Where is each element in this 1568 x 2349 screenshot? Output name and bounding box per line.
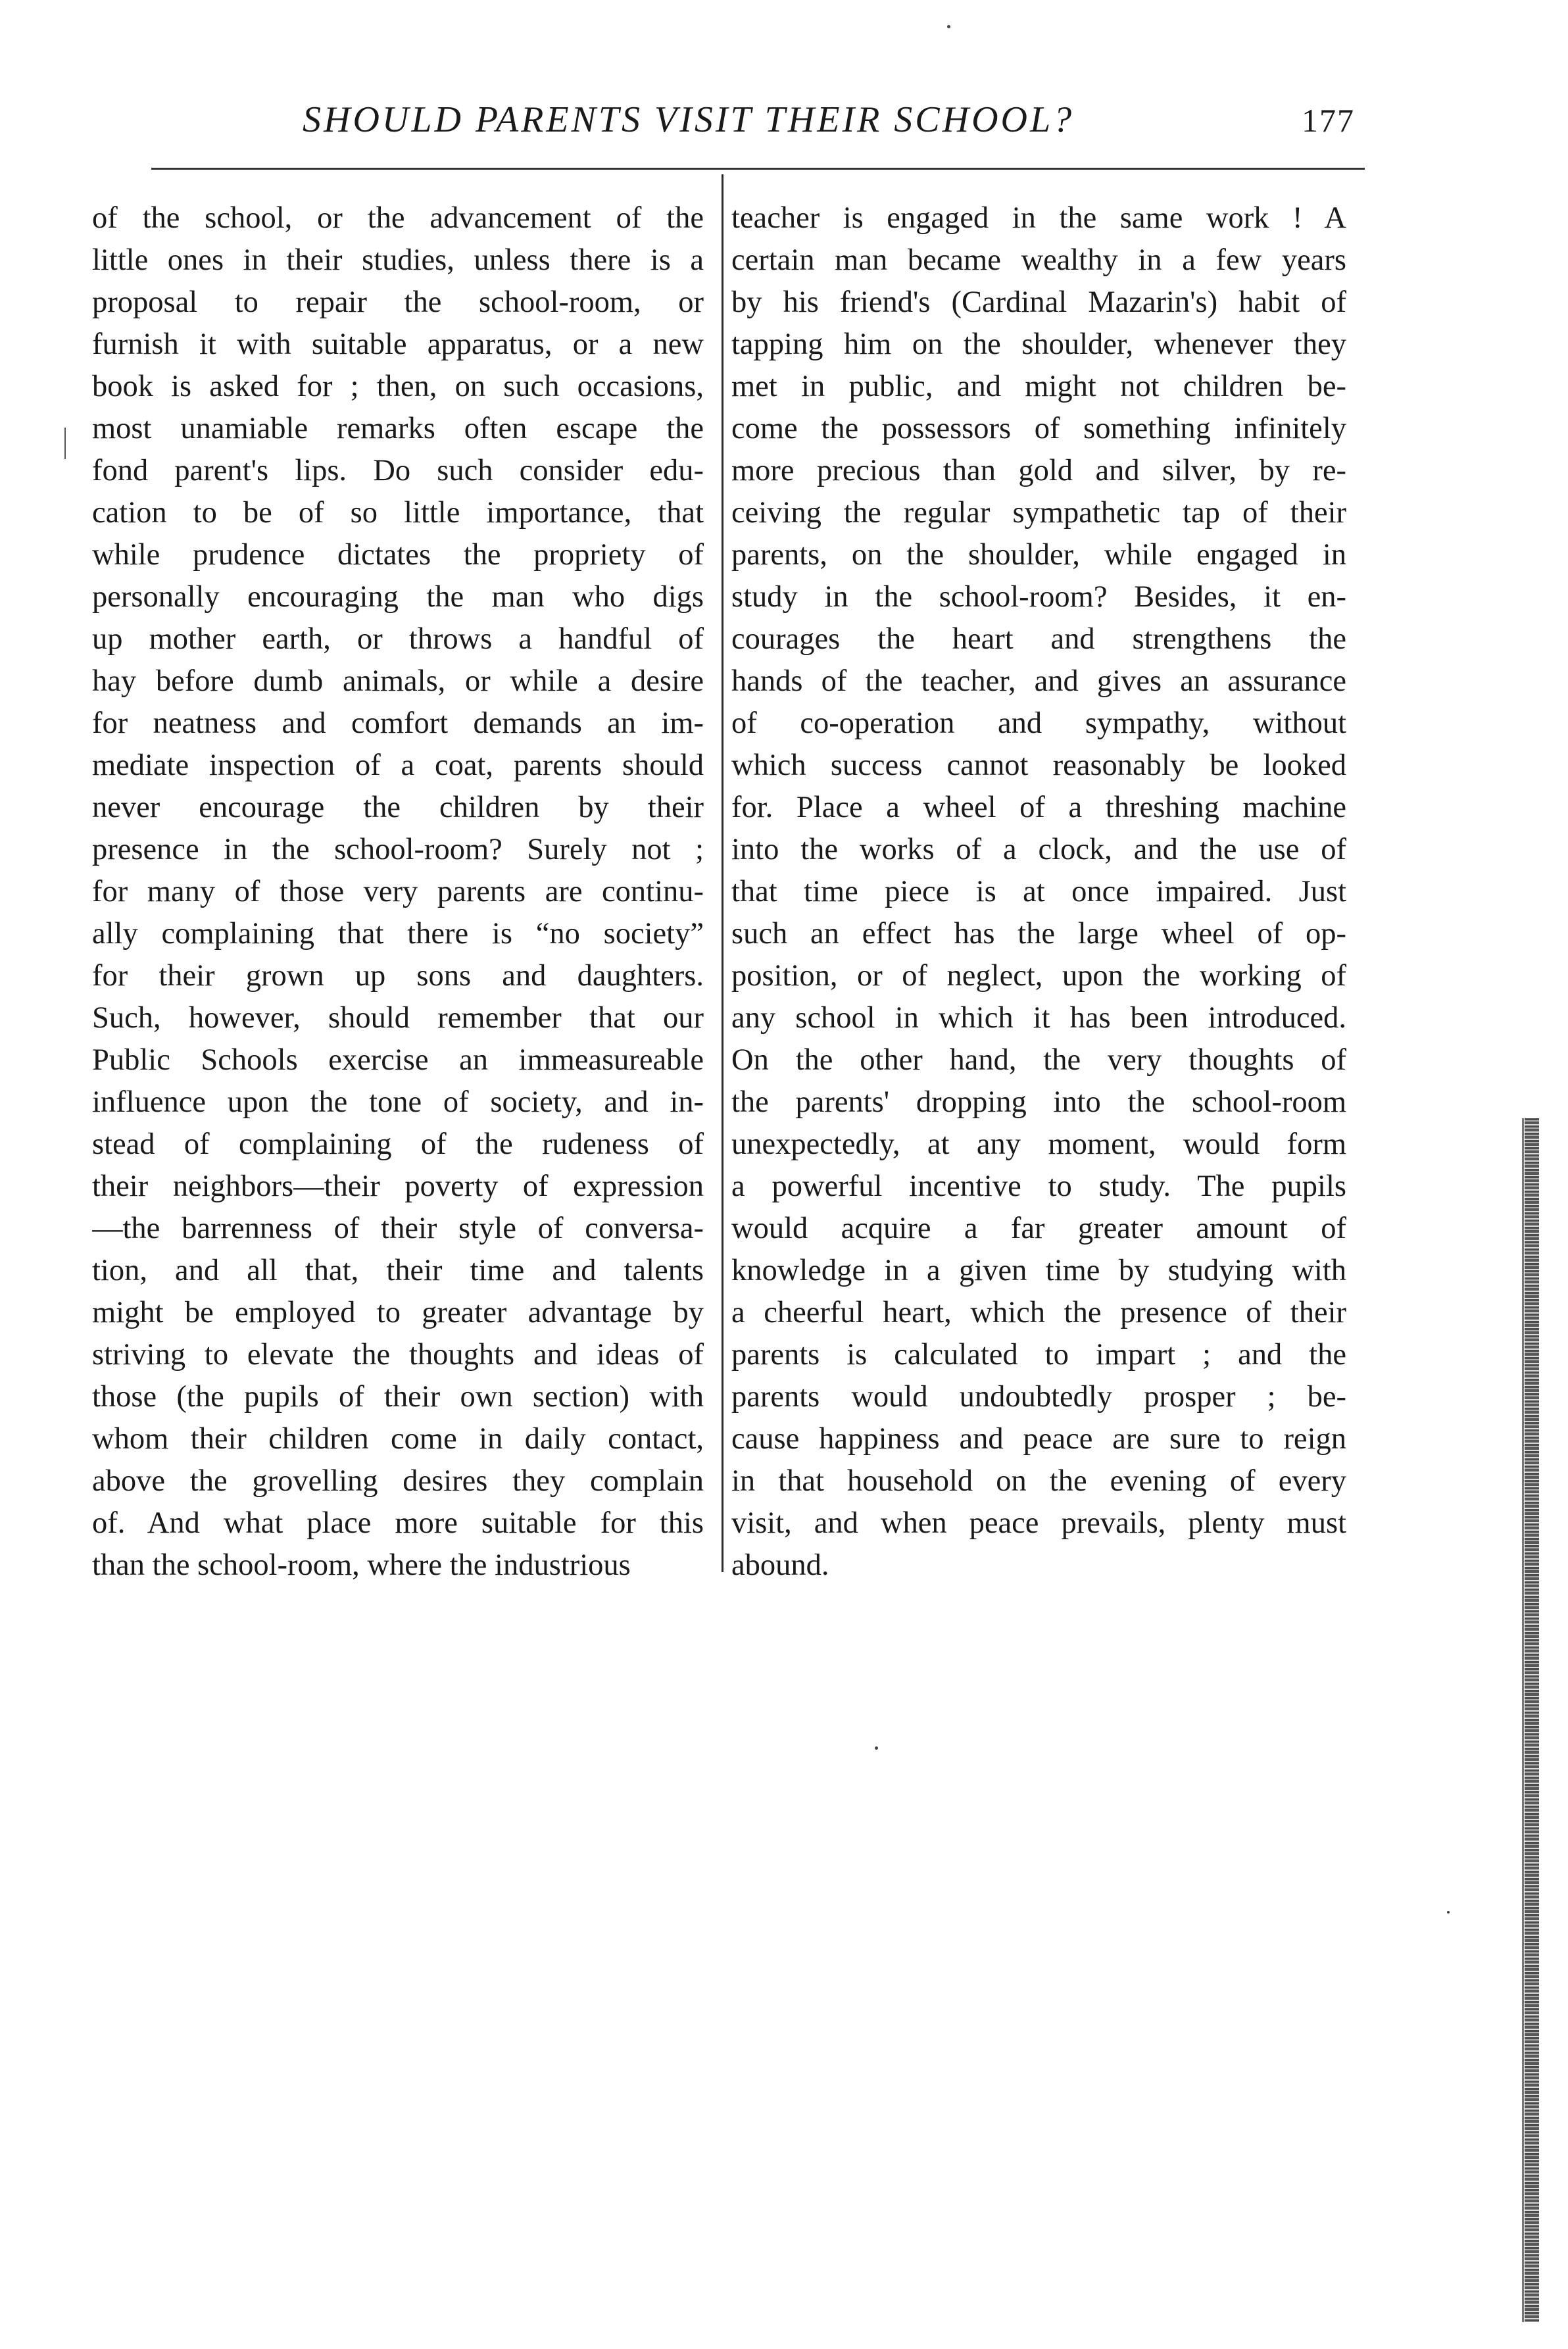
text-line: Public Schools exercise an immeasureable (92, 1043, 704, 1077)
text-line: of the school, or the advancement of the (92, 201, 704, 235)
text-line: hay before dumb animals, or while a desire (92, 664, 704, 698)
text-line: visit, and when peace prevails, plenty must (731, 1506, 1346, 1540)
text-line: such an effect has the large wheel of op- (731, 917, 1346, 951)
text-line: those (the pupils of their own section) with (92, 1380, 704, 1414)
text-line: than the school-room, where the industrious (92, 1548, 631, 1582)
text-line: On the other hand, the very thoughts of (731, 1043, 1346, 1077)
text-line: for their grown up sons and daughters. (92, 959, 704, 993)
text-line: the parents' dropping into the school-room (731, 1085, 1346, 1119)
text-line: while prudence dictates the propriety of (92, 538, 704, 572)
text-line: unexpectedly, at any moment, would form (731, 1127, 1346, 1161)
text-line: that time piece is at once impaired. Just (731, 875, 1346, 908)
text-line: of co-operation and sympathy, without (731, 706, 1346, 740)
text-line: into the works of a clock, and the use of (731, 833, 1346, 866)
text-line: most unamiable remarks often escape the (92, 412, 704, 445)
text-line: influence upon the tone of society, and in- (92, 1085, 704, 1119)
header-rule (151, 168, 1365, 170)
text-line: teacher is engaged in the same work ! A (731, 201, 1346, 235)
left-column (92, 197, 704, 1587)
text-line: Such, however, should remember that our (92, 1001, 704, 1035)
text-line: stead of complaining of the rudeness of (92, 1127, 704, 1161)
running-head (86, 99, 1368, 158)
column-rule (722, 174, 723, 1572)
text-line: in that household on the evening of every (731, 1464, 1346, 1498)
page-edge-strip (1525, 1118, 1539, 2322)
text-line: proposal to repair the school-room, or (92, 285, 704, 319)
text-line: mediate inspection of a coat, parents should (92, 749, 704, 782)
text-line: ceiving the regular sympathetic tap of their (731, 496, 1346, 530)
ink-speck-right (1447, 1911, 1450, 1914)
text-line: knowledge in a given time by studying with (731, 1254, 1346, 1287)
right-column (731, 197, 1346, 1587)
text-line: a cheerful heart, which the presence of their (731, 1296, 1346, 1329)
text-line: tion, and all that, their time and talents (92, 1254, 704, 1287)
margin-mark (64, 428, 66, 459)
text-line: above the grovelling desires they complain (92, 1464, 704, 1498)
page-edge-line (1522, 1118, 1524, 2322)
ink-speck-top (947, 25, 950, 28)
text-line: cation to be of so little importance, that (92, 496, 704, 530)
text-line: whom their children come in daily contact, (92, 1422, 704, 1456)
text-line: hands of the teacher, and gives an assurance (731, 664, 1346, 698)
text-line: position, or of neglect, upon the working of (731, 959, 1346, 993)
text-line: little ones in their studies, unless there is a (92, 243, 704, 277)
page-number: 177 (1302, 102, 1355, 139)
text-line: by his friend's (Cardinal Mazarin's) habit of (731, 285, 1346, 319)
text-line: would acquire a far greater amount of (731, 1212, 1346, 1245)
text-line: parents is calculated to impart ; and the (731, 1338, 1346, 1372)
text-line: courages the heart and strengthens the (731, 622, 1346, 656)
text-line: fond parent's lips. Do such consider edu- (92, 454, 704, 487)
text-line: their neighbors—their poverty of expression (92, 1170, 704, 1203)
text-line: cause happiness and peace are sure to reign (731, 1422, 1346, 1456)
text-line: for many of those very parents are continu- (92, 875, 704, 908)
text-line: come the possessors of something infinitely (731, 412, 1346, 445)
ink-speck-bottom (875, 1746, 878, 1750)
text-line: abound. (731, 1548, 829, 1582)
text-line: parents, on the shoulder, while engaged in (731, 538, 1346, 572)
text-line: more precious than gold and silver, by re- (731, 454, 1346, 487)
text-line: never encourage the children by their (92, 791, 704, 824)
text-line: tapping him on the shoulder, whenever they (731, 328, 1346, 361)
text-line: presence in the school-room? Surely not ; (92, 833, 704, 866)
text-line: parents would undoubtedly prosper ; be- (731, 1380, 1346, 1414)
text-line: any school in which it has been introduced. (731, 1001, 1346, 1035)
text-line: study in the school-room? Besides, it en- (731, 580, 1346, 614)
text-line: certain man became wealthy in a few years (731, 243, 1346, 277)
text-line: met in public, and might not children be- (731, 370, 1346, 403)
text-line: furnish it with suitable apparatus, or a new (92, 328, 704, 361)
text-line: —the barrenness of their style of conversa- (92, 1212, 704, 1245)
text-line: striving to elevate the thoughts and ideas of (92, 1338, 704, 1372)
text-line: for. Place a wheel of a threshing machine (731, 791, 1346, 824)
text-line: for neatness and comfort demands an im- (92, 706, 704, 740)
text-line: book is asked for ; then, on such occasions, (92, 370, 704, 403)
text-line: personally encouraging the man who digs (92, 580, 704, 614)
text-line: of. And what place more suitable for this (92, 1506, 704, 1540)
text-line: might be employed to greater advantage by (92, 1296, 704, 1329)
running-title: SHOULD PARENTS VISIT THEIR SCHOOL? (303, 99, 1075, 140)
text-line: up mother earth, or throws a handful of (92, 622, 704, 656)
text-line: a powerful incentive to study. The pupils (731, 1170, 1346, 1203)
text-line: which success cannot reasonably be looked (731, 749, 1346, 782)
text-line: ally complaining that there is “no society” (92, 917, 704, 951)
